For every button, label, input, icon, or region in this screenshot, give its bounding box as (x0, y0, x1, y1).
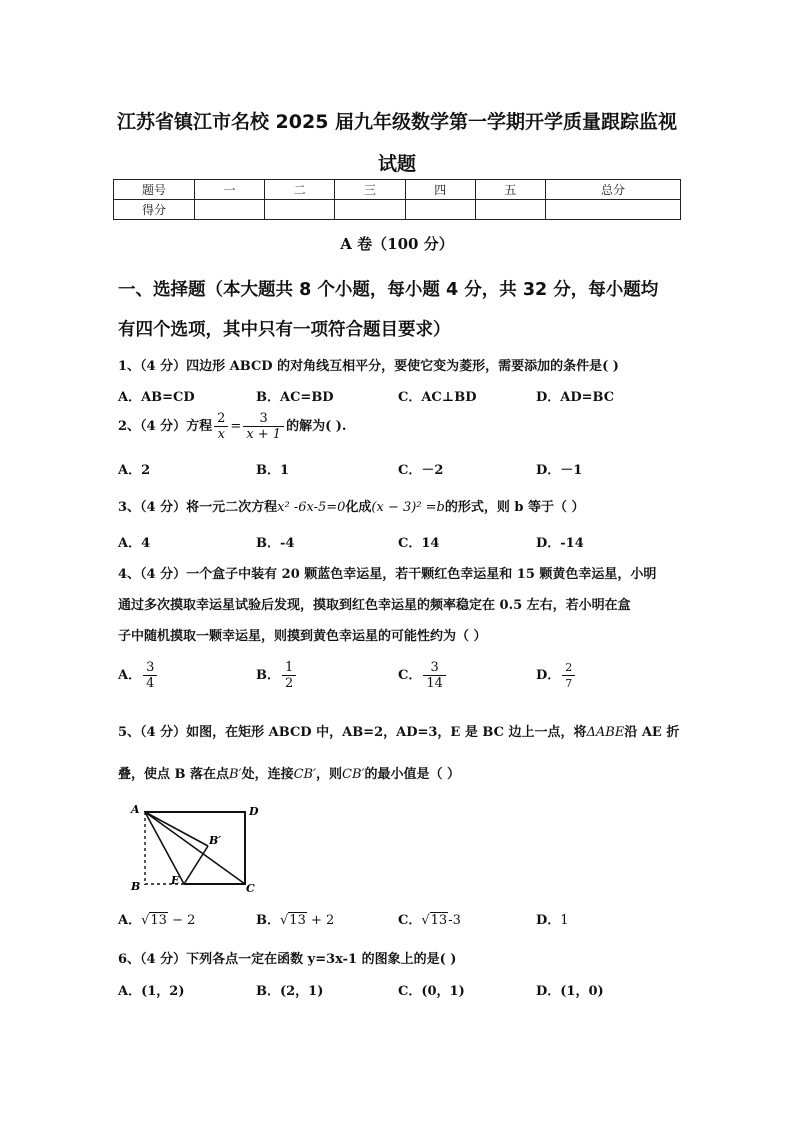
question-3-stem (118, 496, 585, 515)
label-c: C (246, 882, 255, 895)
score-cell: 二 (265, 180, 335, 200)
fraction-numerator: 2 (562, 660, 575, 676)
radicand: 13 (430, 913, 448, 928)
q6-option-b[interactable]: B．(2，1) (256, 984, 324, 999)
option-fraction (423, 660, 446, 691)
q3-mid: 化成 (345, 500, 372, 515)
q3-equation: x² -6x-5=0 (277, 500, 346, 515)
q5-text: 叠，使点 B 落在点 (118, 767, 230, 782)
question-5-line1 (118, 721, 679, 740)
fraction-denominator: 2 (285, 676, 294, 691)
section1-heading-line1: 一、选择题（本大题共 8 个小题，每小题 4 分，共 32 分，每小题均 (118, 280, 659, 300)
score-table (113, 179, 681, 220)
q5-text: 的最小值是（ ） (364, 767, 461, 782)
segment-ebprime (184, 846, 208, 884)
q5-option-c[interactable] (398, 909, 461, 928)
q2-fraction-left (214, 411, 228, 442)
option-expression: √13-3 (421, 913, 461, 928)
q4-option-a[interactable] (118, 660, 159, 691)
q3-option-a[interactable]: A．4 (118, 536, 151, 551)
q4-option-d[interactable] (536, 660, 577, 691)
expression-tail: − 2 (167, 913, 196, 928)
score-cell: 题号 (114, 180, 195, 200)
score-cell: 一 (195, 180, 265, 200)
fraction-numerator: 2 (214, 411, 228, 427)
option-fraction (562, 660, 575, 691)
option-expression: √13 − 2 (141, 913, 196, 928)
label-e: E (171, 874, 180, 887)
question-6-stem: 6、（4 分）下列各点一定在函数 y=3x-1 的图象上的是( ) (118, 952, 457, 967)
fraction-numerator: 3 (143, 660, 157, 676)
question-4-line2: 通过多次摸取幸运星试验后发现，摸取到红色幸运星的频率稳定在 0.5 左右，若小明在盒 (118, 598, 631, 613)
fraction-denominator: 4 (146, 676, 155, 691)
expression-tail: + 2 (306, 913, 335, 928)
q5-text: 处，连接 (241, 767, 294, 782)
score-table-header-row (114, 180, 681, 200)
q1-option-c[interactable]: C．AC⊥BD (398, 390, 477, 405)
q5-line1-suffix: 沿 AE 折 (624, 725, 680, 740)
q2-fraction-right (243, 411, 284, 442)
option-label: B． (256, 913, 280, 928)
q4-option-c[interactable] (398, 660, 448, 691)
q1-option-d[interactable]: D．AD=BC (536, 390, 615, 405)
option-label: D． (536, 913, 561, 928)
q5-triangle-abe: ΔABE (586, 725, 625, 740)
option-label: C． (398, 668, 422, 683)
label-a: A (131, 803, 140, 816)
score-table-score-row (114, 200, 681, 220)
q5-segment-cbprime: CB′ (293, 767, 317, 782)
q4-option-b[interactable] (256, 660, 298, 691)
q3-suffix: 的形式，则 b 等于（ ） (444, 500, 585, 515)
q2-option-b[interactable]: B．1 (256, 463, 290, 478)
label-bprime: B′ (209, 834, 222, 847)
fraction-numerator: 3 (243, 411, 284, 427)
q2-option-c[interactable]: C．－2 (398, 463, 444, 478)
fraction-numerator: 3 (423, 660, 446, 676)
exam-title-line1: 江苏省镇江市名校 2025 届九年级数学第一学期开学质量跟踪监视 (116, 111, 678, 133)
rectangle-fold-figure (128, 800, 268, 896)
score-input-cell[interactable] (475, 200, 545, 220)
exam-title-line2: 试题 (377, 153, 416, 175)
q3-prefix: 3、（4 分）将一元二次方程 (118, 500, 278, 515)
option-label: C． (398, 913, 422, 928)
fraction-denominator: x + 1 (246, 427, 282, 442)
fraction-denominator: 7 (565, 677, 573, 690)
q6-option-a[interactable]: A．(1，2) (118, 984, 185, 999)
q5-point-bprime: B′ (229, 767, 242, 782)
q6-option-c[interactable]: C．(0，1) (398, 984, 465, 999)
option-label: A． (118, 668, 142, 683)
q5-text: ，则 (316, 767, 343, 782)
q2-suffix: 的解为( ). (286, 419, 347, 434)
expression-tail: 1 (560, 913, 569, 928)
q5-line1-prefix: 5、（4 分）如图，在矩形 ABCD 中，AB=2，AD=3，E 是 BC 边上一点，将 (118, 725, 587, 740)
q1-option-b[interactable]: B．AC=BD (256, 390, 334, 405)
radicand: 13 (150, 913, 167, 928)
fraction-denominator: 14 (426, 676, 443, 691)
fraction-numerator: 1 (282, 660, 296, 676)
option-fraction (282, 660, 296, 691)
score-cell: 四 (405, 180, 475, 200)
question-5-line2 (118, 763, 460, 782)
section1-heading-line2: 有四个选项，其中只有一项符合题目要求） (118, 320, 451, 340)
score-cell: 三 (335, 180, 405, 200)
q2-option-d[interactable]: D．－1 (536, 463, 583, 478)
option-fraction (143, 660, 157, 691)
score-cell: 总分 (546, 180, 681, 200)
q5-option-a[interactable] (118, 909, 195, 928)
q3-target-form: (x − 3)² =b (371, 500, 445, 515)
fraction-denominator: x (217, 427, 225, 442)
expression-tail: -3 (448, 913, 461, 928)
score-cell: 得分 (114, 200, 195, 220)
score-cell: 五 (475, 180, 545, 200)
q6-option-d[interactable]: D．(1，0) (536, 984, 604, 999)
radicand: 13 (289, 913, 306, 928)
score-input-cell[interactable] (195, 200, 265, 220)
diagonal-ac (145, 812, 245, 884)
score-input-cell[interactable] (405, 200, 475, 220)
q1-option-a[interactable]: A．AB=CD (118, 390, 195, 405)
question-4-line3: 子中随机摸取一颗幸运星，则摸到黄色幸运星的可能性约为（ ） (118, 629, 487, 644)
question-4-line1: 4、（4 分）一个盒子中装有 20 颗蓝色幸运星，若干颗红色幸运星和 15 颗黄色幸运星，小明 (118, 567, 657, 582)
q3-option-b[interactable]: B．-4 (256, 536, 295, 551)
score-input-cell[interactable] (335, 200, 405, 220)
q5-option-b[interactable] (256, 909, 334, 928)
q3-option-c[interactable]: C．14 (398, 536, 440, 551)
q2-prefix: 2、（4 分）方程 (118, 419, 213, 434)
question-2-stem (118, 411, 346, 442)
option-label: B． (256, 668, 280, 683)
score-input-cell[interactable] (265, 200, 335, 220)
question-1-stem: 1、（4 分）四边形 ABCD 的对角线互相平分，要使它变为菱形，需要添加的条件是( ) (118, 359, 619, 374)
q5-segment-cbprime: CB′ (342, 767, 365, 782)
label-b: B (131, 880, 141, 893)
option-label: A． (118, 913, 142, 928)
q2-equals: = (230, 419, 242, 434)
score-input-cell[interactable] (546, 200, 681, 220)
q3-option-d[interactable]: D．-14 (536, 536, 584, 551)
option-label: D． (536, 668, 561, 683)
q5-option-d[interactable] (536, 909, 569, 928)
q2-option-a[interactable]: A．2 (118, 463, 151, 478)
section-a-heading: A 卷（100 分） (340, 235, 454, 253)
option-expression: √13 + 2 (280, 913, 335, 928)
option-expression (560, 913, 568, 928)
label-d: D (249, 805, 259, 818)
